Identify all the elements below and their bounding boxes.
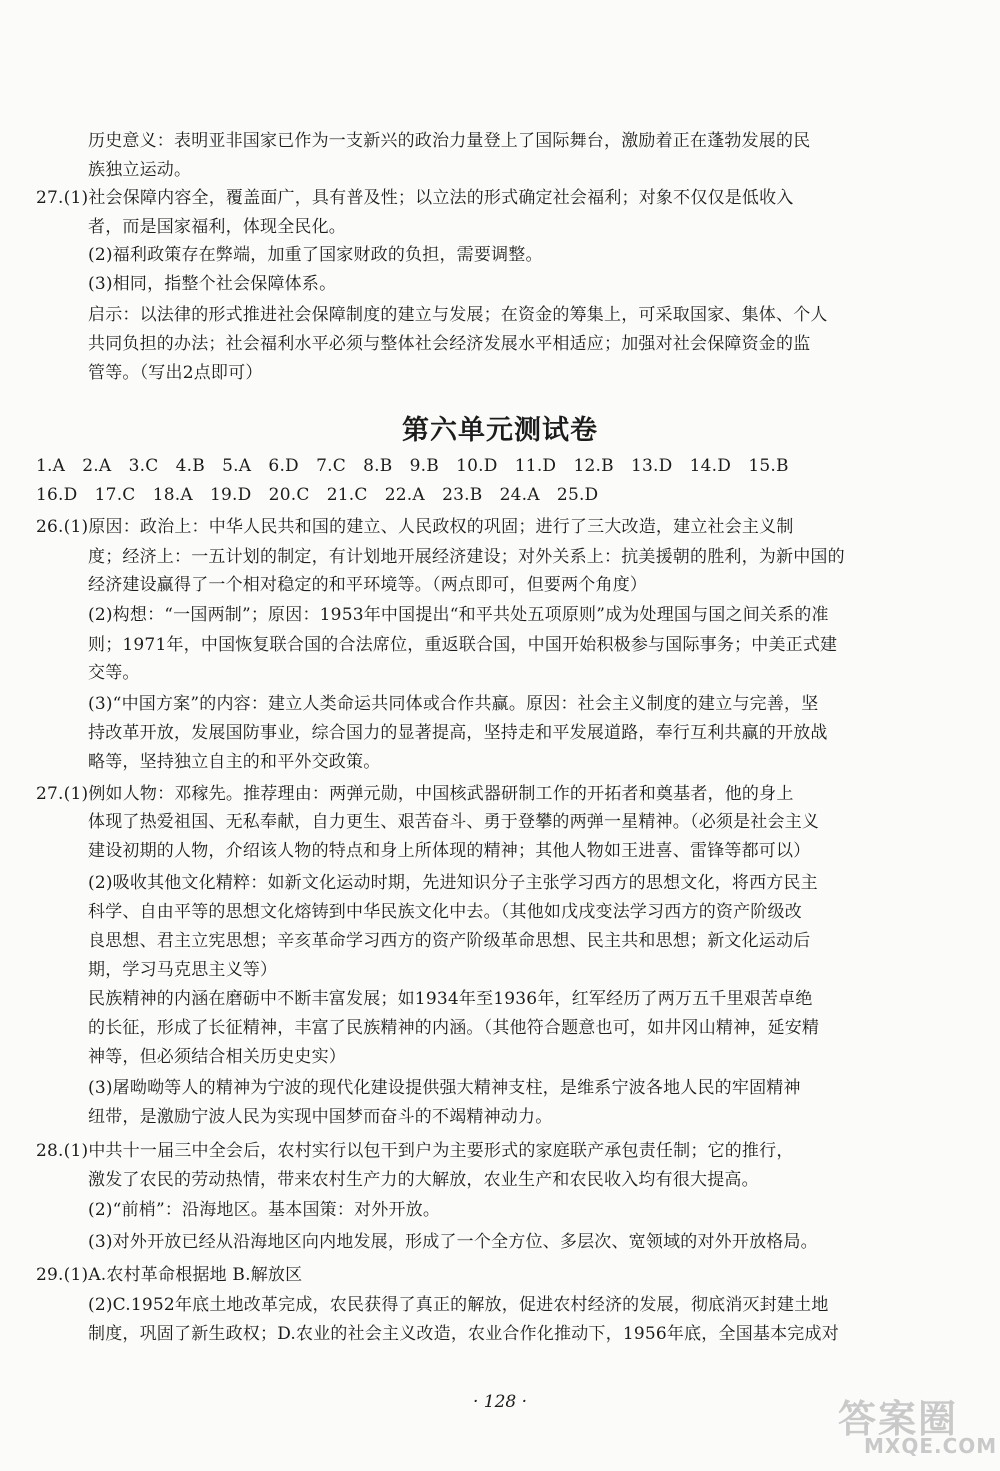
answer-line: 纽带，是激励宁波人民为实现中国梦而奋斗的不竭精神动力。 — [88, 1107, 553, 1127]
text-line: 管等。（写出2点即可） — [88, 363, 263, 383]
answer-line: 民族精神的内涵在磨砺中不断丰富发展；如1934年至1936年，红军经历了两万五千里艰苦卓绝 — [88, 989, 813, 1009]
answer-line: 1.A 2.A 3.C 4.B 5.A 6.D 7.C 8.B 9.B 10.D 11.D 12.B 13.D 14.D 15.B — [36, 456, 789, 476]
answer-line: 27.(1)例如人物：邓稼先。推荐理由：两弹元勋，中国核武器研制工作的开拓者和奠基者，他的身上 — [36, 784, 794, 804]
page-number: · 128 · — [472, 1392, 528, 1412]
answer-line: (2)吸收其他文化精粹：如新文化运动时期，先进知识分子主张学习西方的思想文化，将西方民主 — [88, 873, 818, 893]
answer-line: 良思想、君主立宪思想；辛亥革命学习西方的资产阶级革命思想、民主共和思想；新文化运动后 — [88, 931, 811, 951]
answer-line: 建设初期的人物，介绍该人物的特点和身上所体现的精神；其他人物如王进喜、雷锋等都可以） — [88, 841, 811, 861]
answer-line: 科学、自由平等的思想文化熔铸到中华民族文化中去。（其他如戊戌变法学习西方的资产阶级改 — [88, 902, 802, 922]
answer-line: (3)屠呦呦等人的精神为宁波的现代化建设提供强大精神支柱，是维系宁波各地人民的牢固精神 — [88, 1078, 801, 1098]
text-line: (2)福利政策存在弊端，加重了国家财政的负担，需要调整。 — [88, 245, 543, 265]
watermark-text: 答案圈 — [838, 1397, 959, 1441]
answer-line: 体现了热爱祖国、无私奉献，自力更生、艰苦奋斗、勇于登攀的两弹一星精神。（必须是社会主义 — [88, 812, 820, 832]
text-line: (3)相同，指整个社会保障体系。 — [88, 274, 337, 294]
answer-line: 经济建设赢得了一个相对稳定的和平环境等。（两点即可，但要两个角度） — [88, 575, 648, 595]
answer-line: 29.(1)A.农村革命根据地 B.解放区 — [36, 1265, 303, 1285]
watermark-url: MXQE.COM — [864, 1434, 998, 1458]
answer-line: (3)“中国方案”的内容：建立人类命运共同体或合作共赢。原因：社会主义制度的建立与完善，坚 — [88, 694, 819, 714]
text-line: 共同负担的办法；社会福利水平必须与整体社会经济发展水平相适应；加强对社会保障资金的监 — [88, 334, 811, 354]
watermark-logo — [838, 1388, 998, 1460]
answer-line: (2)C.1952年底土地改革完成，农民获得了真正的解放，促进农村经济的发展，彻底消灭封建土地 — [88, 1295, 829, 1315]
answer-line: 交等。 — [88, 663, 140, 683]
answer-line: 的长征，形成了长征精神，丰富了民族精神的内涵。（其他符合题意也可，如井冈山精神，延安精 — [88, 1018, 820, 1038]
answer-line: 持改革开放，发展国防事业，综合国力的显著提高，坚持走和平发展道路，奉行互利共赢的开放战 — [88, 723, 828, 743]
answer-line: 激发了农民的劳动热情，带来农村生产力的大解放，农业生产和农民收入均有很大提高。 — [88, 1170, 759, 1190]
answer-line: (3)对外开放已经从沿海地区向内地发展，形成了一个全方位、多层次、宽领域的对外开放格局。 — [88, 1232, 818, 1252]
text-line: 历史意义：表明亚非国家已作为一支新兴的政治力量登上了国际舞台，激励着正在蓬勃发展的民 — [88, 131, 811, 151]
answer-line: 16.D 17.C 18.A 19.D 20.C 21.C 22.A 23.B 24.A 25.D — [36, 485, 599, 505]
text-line: 族独立运动。 — [88, 160, 192, 180]
answer-line: 神等，但必须结合相关历史史实） — [88, 1047, 346, 1067]
text-line: 启示：以法律的形式推进社会保障制度的建立与发展；在资金的筹集上，可采取国家、集体、个人 — [88, 305, 828, 325]
answer-line: (2)“前梢”：沿海地区。基本国策：对外开放。 — [88, 1200, 441, 1220]
answer-line: 制度，巩固了新生政权；D.农业的社会主义改造，农业合作化推动下，1956年底，全国基本完成对 — [88, 1324, 839, 1344]
answer-line: 度；经济上：一五计划的制定，有计划地开展经济建设；对外关系上：抗美援朝的胜利，为新中国的 — [88, 547, 845, 567]
text-line: 者，而是国家福利，体现全民化。 — [88, 217, 346, 237]
section-title: 第六单元测试卷 — [402, 415, 598, 446]
answer-line: 期，学习马克思主义等） — [88, 960, 278, 980]
text-line: 27.(1)社会保障内容全，覆盖面广，具有普及性；以立法的形式确定社会福利；对象不仅仅是低收入 — [36, 188, 794, 208]
answer-line: 28.(1)中共十一届三中全会后，农村实行以包干到户为主要形式的家庭联产承包责任制；它的推行， — [36, 1141, 794, 1161]
answer-line: (2)构想：“一国两制”；原因：1953年中国提出“和平共处五项原则”成为处理国与国之间关系的准 — [88, 605, 829, 625]
answer-line: 则；1971年，中国恢复联合国的合法席位，重返联合国，中国开始积极参与国际事务；中美正式建 — [88, 635, 838, 655]
answer-line: 26.(1)原因：政治上：中华人民共和国的建立、人民政权的巩固；进行了三大改造，建立社会主义制 — [36, 517, 794, 537]
answer-line: 略等，坚持独立自主的和平外交政策。 — [88, 752, 381, 772]
